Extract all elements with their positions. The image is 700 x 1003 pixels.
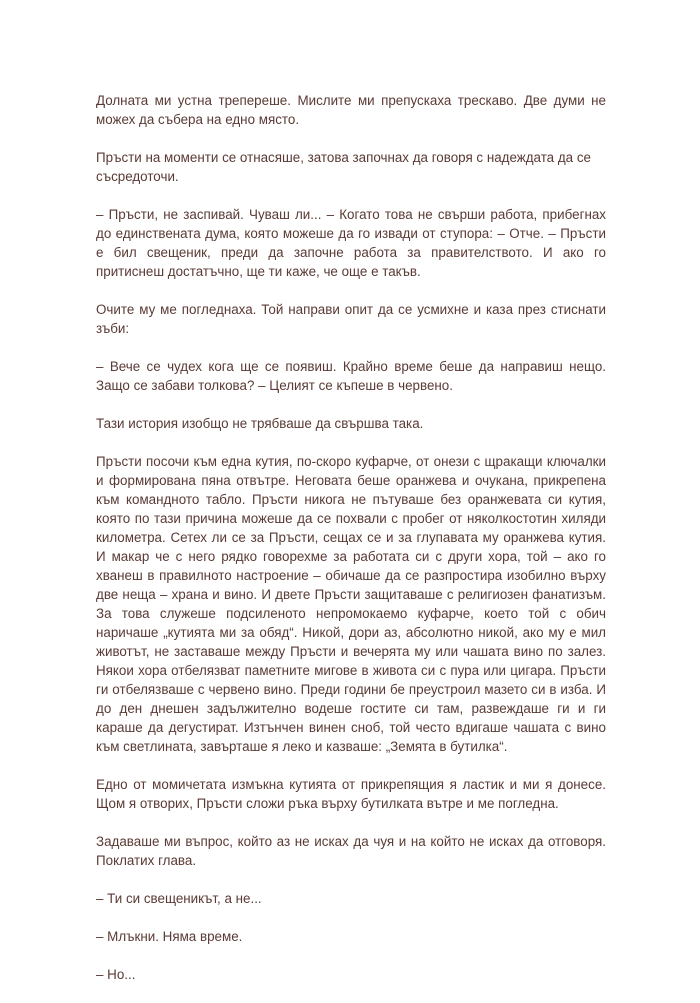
paragraph: – Вече се чудех кога ще се появиш. Крайно време беше да направиш нещо. Защо се забави толкова? – Целият се къпеше в червено. — [96, 359, 606, 393]
paragraph: Задаваше ми въпрос, който аз не исках да чуя и на който не исках да отговоря. Поклатих глава. — [96, 834, 606, 868]
paragraph: Пръсти на моменти се отнасяше, затова започнах да говоря с надеждата да се съсредоточи. — [96, 150, 591, 184]
document-page — [96, 91, 606, 1003]
paragraph: Очите му ме погледнаха. Той направи опит да се усмихне и каза през стиснати зъби: — [96, 302, 606, 336]
paragraph: – Пръсти, не заспивай. Чуваш ли... – Когато това не свърши работа, прибегнах до единствената дума, която можеше да го извади от ступора: – Отче. – Пръсти е бил свещеник, преди да започне работа за правителството. И ако го притиснеш достатъчно, ще ти каже, че още е такъв. — [96, 207, 606, 279]
paragraph: Тази история изобщо не трябваше да свършва така. — [96, 416, 424, 431]
paragraph: Едно от момичетата измъкна кутията от прикрепящия я ластик и ми я донесе. Щом я отворих, Пръсти сложи ръка върху бутилката вътре и ме погледна. — [96, 777, 606, 811]
paragraph: – Но... — [96, 967, 136, 982]
paragraph: – Млъкни. Няма време. — [96, 929, 243, 944]
paragraph: – Ти си свещеникът, а не... — [96, 891, 262, 906]
paragraph: Пръсти посочи към една кутия, по-скоро куфарче, от онези с щракащи ключалки и формирована пяна отвътре. Неговата беше оранжева и очукана, прикрепена към командното табло. Пръсти никога не пътуваше без оранжевата си кутия, която по тази причина можеше да се похвали с пробег от няколкостотин хиляди километра. Сетех ли се за Пръсти, сещах се и за глупавата му оранжева кутия. И макар че с него рядко говорехме за работата си с други хора, той – ако го хванеш в правилното настроение – обичаше да се разпростира изобилно върху две неща – храна и вино. И двете Пръсти защитаваше с религиозен фанатизъм. За това служеше подсиленото непромокаемо куфарче, което той с обич наричаше „кутията ми за обяд“. Никой, дори аз, абсолютно никой, ако му е мил животът, не заставаше между Пръсти и вечерята му или чашата вино по залез. Някои хора отбелязват паметните мигове в живота си с пура или цигара. Пръсти ги отбелязваше с червено вино. Преди години бе преустроил мазето си в изба. И до ден днешен задължително водеше гостите си там, развеждаше ги и ги караше да дегустират. Изтънчен винен сноб, той често вдигаше чашата с вино към светлината, завърташе я леко и казваше: „Земята в бутилка“. — [96, 454, 606, 754]
paragraph: Долната ми устна трепереше. Мислите ми препускаха трескаво. Две думи не можех да събера на едно място. — [96, 93, 606, 127]
